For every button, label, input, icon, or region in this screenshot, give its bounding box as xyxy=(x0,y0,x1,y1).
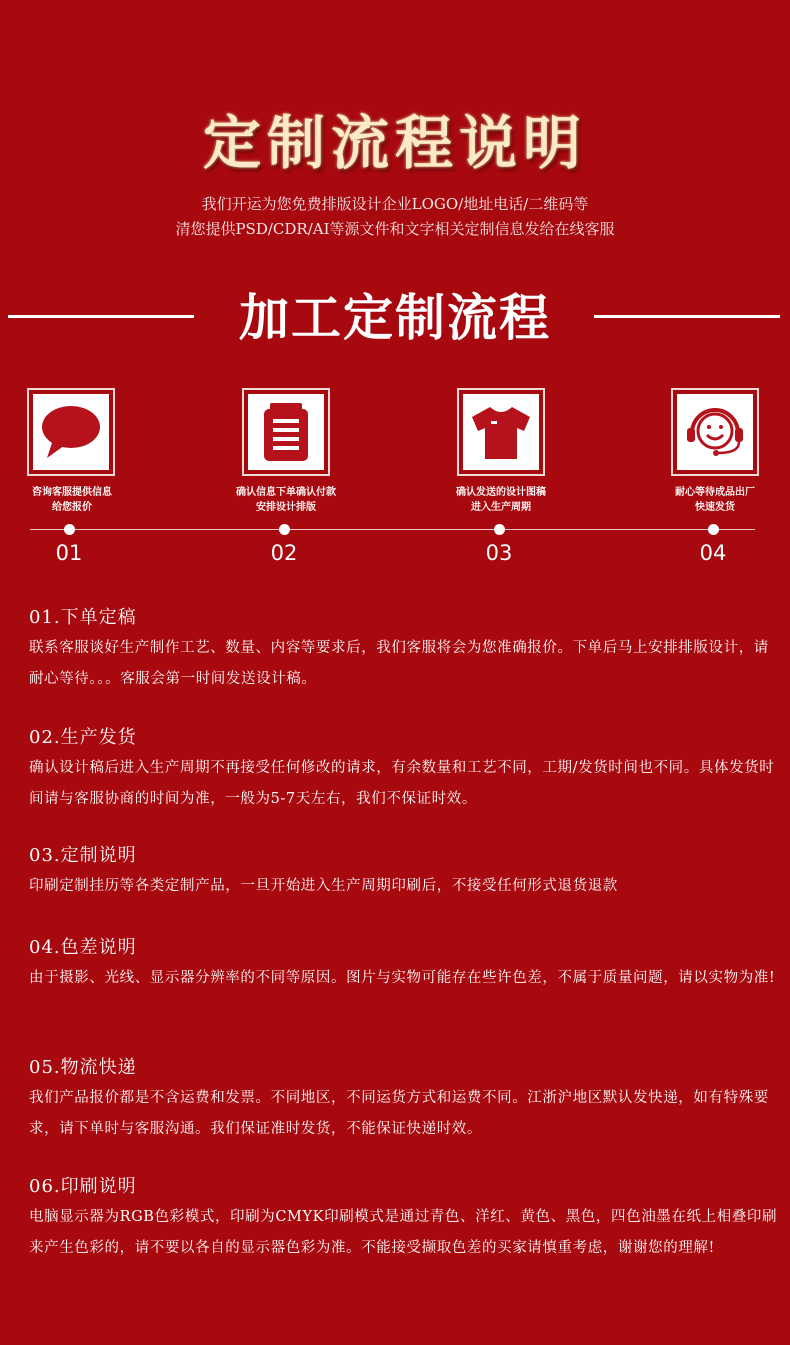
step-2-number: 02 xyxy=(270,541,298,565)
subtitle-line-1: 我们开运为您免费排版设计企业LOGO/地址电话/二维码等 xyxy=(201,195,589,213)
info-section-title: 04.色差说明 xyxy=(29,937,137,958)
document-icon xyxy=(261,401,311,463)
info-section-customization xyxy=(29,841,779,902)
info-section-printing xyxy=(29,1172,779,1264)
info-section-title: 01.下单定稿 xyxy=(29,607,137,628)
step-1-caption-line-2: 给您报价 xyxy=(52,502,92,513)
step-3-caption-line-2: 进入生产周期 xyxy=(471,502,531,513)
info-section-body: 由于摄影、光线、显示器分辨率的不同等原因。图片与实物可能存在些许色差，不属于质量问题，请以实物为准! xyxy=(29,970,776,986)
timeline-line xyxy=(30,529,755,530)
info-section-title: 05.物流快递 xyxy=(29,1057,137,1078)
speech-bubble-icon xyxy=(39,402,103,462)
info-section-order xyxy=(29,603,779,695)
page-title: 定制流程说明 xyxy=(202,109,587,177)
timeline-dot xyxy=(64,524,75,535)
info-section-body: 确认设计稿后进入生产周期不再接受任何修改的请求，有余数量和工艺不同，工期/发货时间也不同。具体发货时间请与客服协商的时间为准，一般为5-7天左右，我们不保证时效。 xyxy=(29,760,775,807)
info-section-body: 印刷定制挂历等各类定制产品，一旦开始进入生产周期印刷后，不接受任何形式退货退款 xyxy=(29,878,618,894)
step-4-caption-line-2: 快速发货 xyxy=(695,502,735,513)
info-section-shipping xyxy=(29,1053,779,1145)
timeline-dot xyxy=(494,524,505,535)
step-2-caption-line-1: 确认信息下单确认付款 xyxy=(236,487,336,498)
info-section-title: 02.生产发货 xyxy=(29,727,137,748)
info-section-body: 联系客服谈好生产制作工艺、数量、内容等要求后，我们客服将会为您准确报价。下单后马上安排排版设计，请耐心等待。。。客服会第一时间发送设计稿。 xyxy=(29,640,769,687)
step-1-caption-line-1: 咨询客服提供信息 xyxy=(32,487,112,498)
process-heading-text: 加工定制流程 xyxy=(239,289,551,347)
step-4-number: 04 xyxy=(699,541,727,565)
timeline-dot xyxy=(708,524,719,535)
headset-icon xyxy=(682,401,748,463)
info-section-color-difference xyxy=(29,933,779,994)
timeline-dot xyxy=(279,524,290,535)
step-1-icon-box xyxy=(27,388,115,476)
step-3-number: 03 xyxy=(485,541,513,565)
step-4-icon-box xyxy=(671,388,759,476)
step-4-caption-line-1: 耐心等待成品出厂 xyxy=(675,487,755,498)
process-heading xyxy=(0,278,790,348)
step-3-caption-line-1: 确认发送的设计图稿 xyxy=(456,487,546,498)
info-section-body: 电脑显示器为RGB色彩模式，印刷为CMYK印刷模式是通过青色、洋红、黄色、黑色，四色油墨在纸上相叠印刷来产生色彩的，请不要以各自的显示器色彩为准。不能接受撷取色差的买家请慎重考虑，谢谢您的理解! xyxy=(29,1209,778,1256)
info-section-title: 06.印刷说明 xyxy=(29,1176,137,1197)
step-2-caption xyxy=(196,485,376,515)
subtitle-line-2: 清您提供PSD/CDR/AI等源文件和文字相关定制信息发给在线客服 xyxy=(175,220,615,238)
step-3-caption xyxy=(411,485,591,515)
tshirt-icon xyxy=(468,403,534,461)
step-4-caption xyxy=(625,485,790,515)
step-1-caption xyxy=(0,485,162,515)
info-section-body: 我们产品报价都是不含运费和发票。不同地区，不同运货方式和运费不同。江浙沪地区默认发快递，如有特殊要求，请下单时与客服沟通。我们保证准时发货，不能保证快递时效。 xyxy=(29,1090,769,1137)
info-section-production xyxy=(29,723,779,815)
step-2-icon-box xyxy=(242,388,330,476)
step-1-number: 01 xyxy=(55,541,83,565)
info-section-title: 03.定制说明 xyxy=(29,845,137,866)
step-3-icon-box xyxy=(457,388,545,476)
step-2-caption-line-2: 安排设计排版 xyxy=(256,502,316,513)
heading-divider-right xyxy=(594,315,780,318)
